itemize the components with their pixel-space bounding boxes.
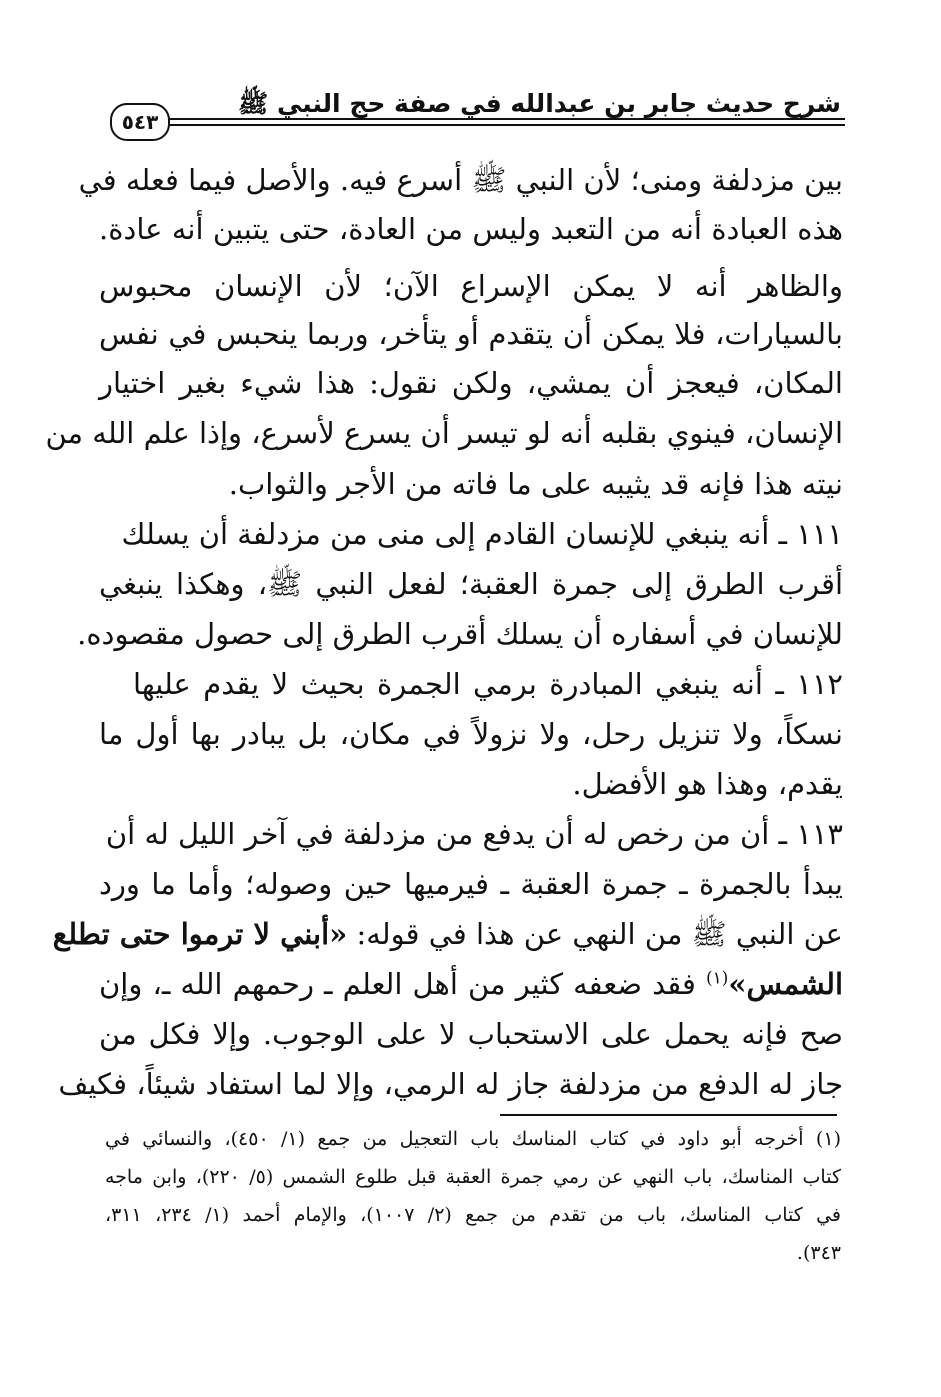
body-line: ١١١ ـ أنه ينبغي للإنسان القادم إلى منى من مزدلفة أن يسلك [121, 517, 843, 551]
body-line: هذه العبادة أنه من التعبد وليس من العادة، حتى يتبين أنه عادة. [99, 212, 843, 246]
running-title: شرح حديث جابر بن عبدالله في صفة حج النبي ﷺ [238, 89, 841, 118]
body-line: والظاهر أنه لا يمكن الإسراع الآن؛ لأن الإنسان محبوس [99, 269, 843, 303]
body-line: جاز له الدفع من مزدلفة جاز له الرمي، وإلا لما استفاد شيئاً، فكيف [58, 1067, 843, 1101]
footnote-line: في كتاب المناسك، باب من تقدم من جمع (٢/ ١٠٠٧)، والإمام أحمد (١/ ٢٣٤، ٣١١، [105, 1204, 841, 1226]
body-line-text: فقد ضعفه كثير من أهل العلم ـ رحمهم الله ـ، وإن [99, 967, 696, 1001]
hadith-quote-end: الشمس» [728, 967, 844, 1001]
body-line: صح فإنه يحمل على الاستحباب لا على الوجوب. وإلا فكل من [99, 1017, 843, 1051]
footnote-separator [500, 1114, 837, 1116]
footnote-line: (١) أخرجه أبو داود في كتاب المناسك باب التعجيل من جمع (١/ ٤٥٠)، والنسائي في [105, 1128, 841, 1150]
body-line: ١١٣ ـ أن من رخص له أن يدفع من مزدلفة في آخر الليل له أن [105, 817, 843, 851]
footnote-line: كتاب المناسك، باب النهي عن رمي جمرة العقبة قبل طلوع الشمس (٥/ ٢٢٠)، وابن ماجه [105, 1166, 841, 1188]
header-rule [164, 118, 845, 120]
body-line: نيته هذا فإنه قد يثيبه على ما فاته من الأجر والثواب. [228, 467, 843, 501]
body-line: يقدم، وهذا هو الأفضل. [572, 767, 843, 801]
body-line: الإنسان، فينوي بقلبه أنه لو تيسر أن يسرع لأسرع، وإذا علم الله من [45, 416, 843, 450]
body-line: يبدأ بالجمرة ـ جمرة العقبة ـ فيرميها حين وصوله؛ وأما ما ورد [99, 867, 843, 901]
header-rule [164, 124, 845, 126]
body-line: ١١٢ ـ أنه ينبغي المبادرة برمي الجمرة بحيث لا يقدم عليها [133, 667, 843, 701]
body-line: أقرب الطرق إلى جمرة العقبة؛ لفعل النبي ﷺ، وهكذا ينبغي [99, 567, 843, 601]
body-line: بين مزدلفة ومنى؛ لأن النبي ﷺ أسرع فيه. والأصل فيما فعله في [78, 163, 843, 197]
footnote-line: ٣٤٣). [796, 1242, 841, 1264]
body-line-text: عن النبي ﷺ من النهي عن هذا في قوله: [356, 917, 843, 951]
body-line: للإنسان في أسفاره أن يسلك أقرب الطرق إلى حصول مقصوده. [77, 617, 843, 651]
page-number: ٥٤٣ [110, 103, 170, 141]
body-line: بالسيارات، فلا يمكن أن يتقدم أو يتأخر، وربما ينحبس في نفس [99, 317, 843, 351]
hadith-quote: «أبني لا ترموا حتى تطلع [52, 917, 348, 951]
body-line: نسكاً، ولا تنزيل رحل، ولا نزولاً في مكان، بل يبادر بها أول ما [99, 717, 843, 751]
footnote-reference: (١) [705, 968, 729, 989]
body-line: المكان، فيعجز أن يمشي، ولكن نقول: هذا شيء بغير اختيار [99, 366, 843, 400]
